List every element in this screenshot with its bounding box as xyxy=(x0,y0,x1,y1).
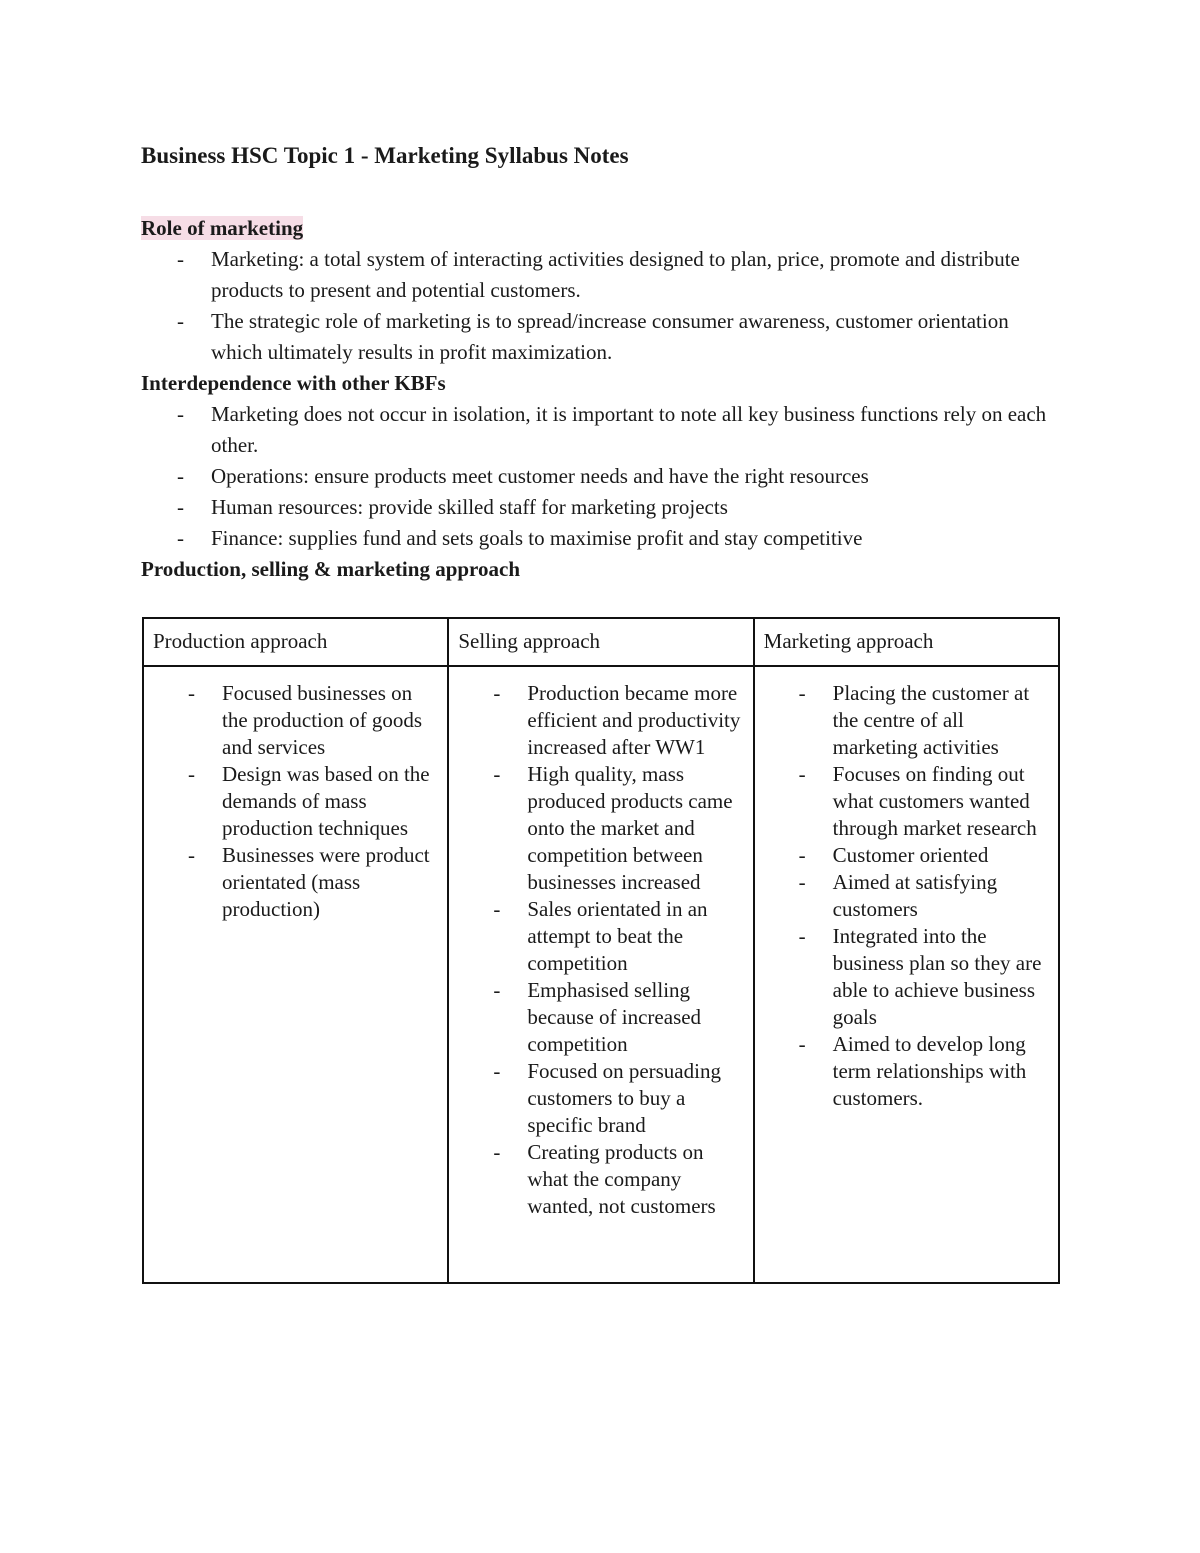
highlighted-heading-text: Role of marketing xyxy=(141,216,304,240)
list-item: - Focused businesses on the production of goods and services xyxy=(152,680,439,761)
table-header-row xyxy=(143,618,1059,666)
header-marketing-approach: Marketing approach xyxy=(754,618,1059,666)
list-item: - Customer oriented xyxy=(763,842,1050,869)
section-heading-interdependence: Interdependence with other KBFs xyxy=(141,371,446,395)
list-item: - High quality, mass produced products came onto the market and competition between businesses increased xyxy=(457,761,744,896)
approach-table xyxy=(142,617,1060,1284)
section-heading-role xyxy=(141,213,1061,244)
list-item: - Focuses on finding out what customers wanted through market research xyxy=(763,761,1050,842)
list-item: - Operations: ensure products meet customer needs and have the right resources xyxy=(141,461,1061,492)
table-row xyxy=(143,666,1059,1283)
list-item: - Marketing does not occur in isolation, it is important to note all key business functions rely on each other. xyxy=(141,399,1061,461)
list-item: - Aimed to develop long term relationships with customers. xyxy=(763,1031,1050,1112)
list-item: - Design was based on the demands of mass production techniques xyxy=(152,761,439,842)
list-item: - Aimed at satisfying customers xyxy=(763,869,1050,923)
list-item: - Placing the customer at the centre of all marketing activities xyxy=(763,680,1050,761)
interdependence-list xyxy=(141,399,1061,554)
notes-body xyxy=(141,213,1061,585)
production-list xyxy=(152,680,439,923)
list-item: - Emphasised selling because of increased competition xyxy=(457,977,744,1058)
list-item: - Marketing: a total system of interacting activities designed to plan, price, promote and distribute products to present and potential customers. xyxy=(141,244,1061,306)
list-item: - Finance: supplies fund and sets goals to maximise profit and stay competitive xyxy=(141,523,1061,554)
cell-selling-approach xyxy=(448,666,753,1283)
role-list xyxy=(141,244,1061,368)
marketing-list xyxy=(763,680,1050,1112)
cell-marketing-approach xyxy=(754,666,1059,1283)
list-item: - Sales orientated in an attempt to beat the competition xyxy=(457,896,744,977)
list-item: - Focused on persuading customers to buy a specific brand xyxy=(457,1058,744,1139)
header-production-approach: Production approach xyxy=(143,618,448,666)
selling-list xyxy=(457,680,744,1220)
list-item: - Human resources: provide skilled staff for marketing projects xyxy=(141,492,1061,523)
list-item: - Production became more efficient and productivity increased after WW1 xyxy=(457,680,744,761)
list-item: - The strategic role of marketing is to spread/increase consumer awareness, customer orientation which ultimately results in profit maximization. xyxy=(141,306,1061,368)
cell-production-approach xyxy=(143,666,448,1283)
list-item: - Integrated into the business plan so they are able to achieve business goals xyxy=(763,923,1050,1031)
page-title: Business HSC Topic 1 - Marketing Syllabus Notes xyxy=(141,143,629,168)
list-item: - Businesses were product orientated (mass production) xyxy=(152,842,439,923)
list-item: - Creating products on what the company wanted, not customers xyxy=(457,1139,744,1220)
header-selling-approach: Selling approach xyxy=(448,618,753,666)
section-heading-approaches: Production, selling & marketing approach xyxy=(141,557,520,581)
